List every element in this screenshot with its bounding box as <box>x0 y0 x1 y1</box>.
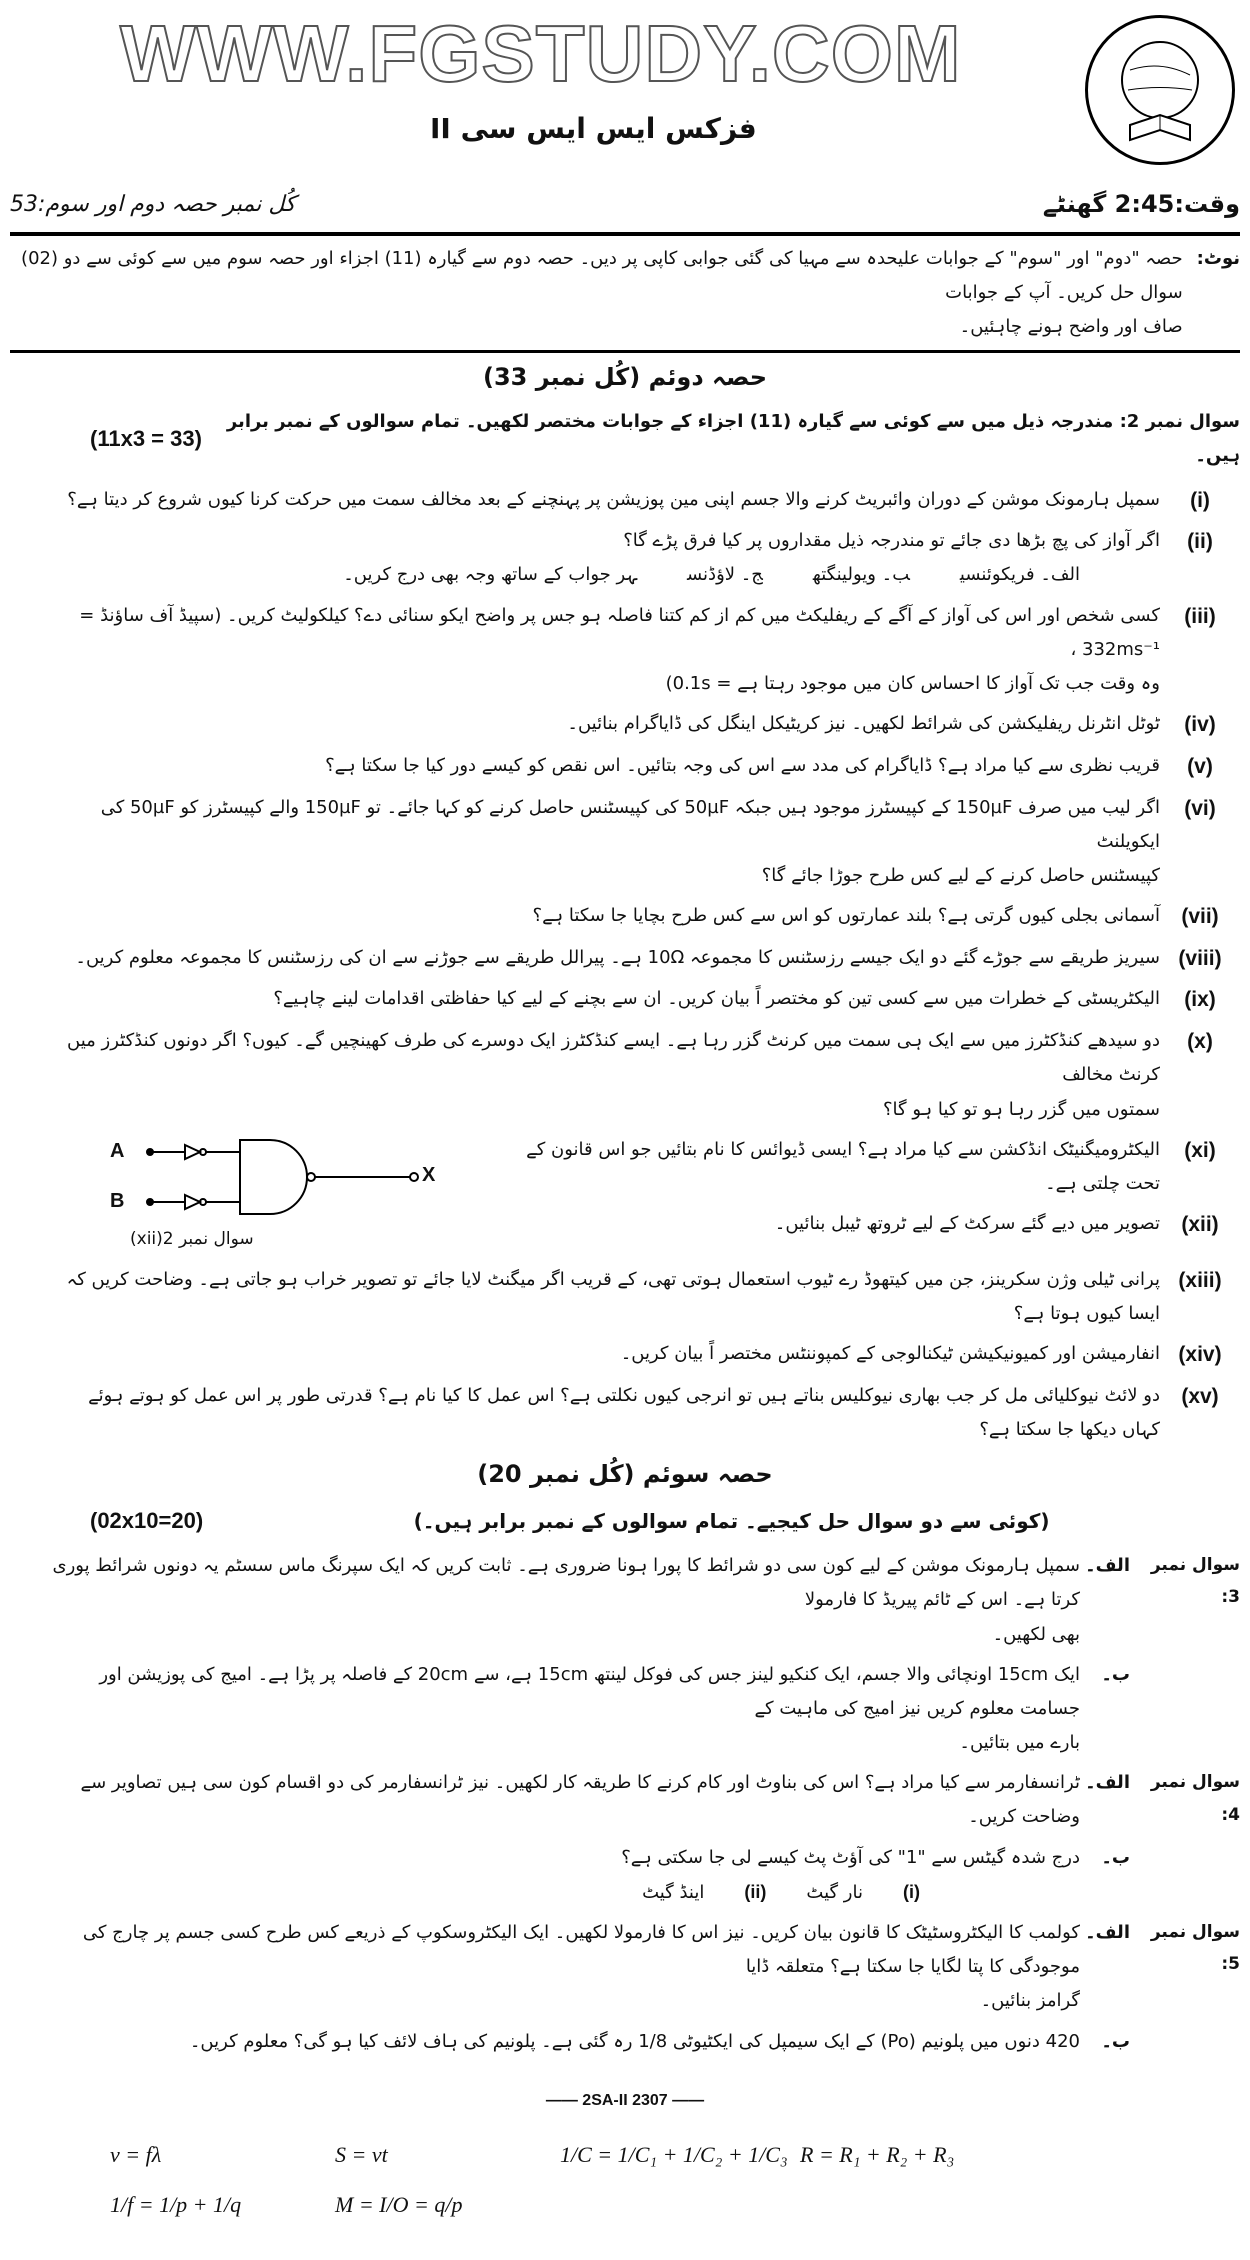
part-label: ب۔ <box>1101 2030 1130 2052</box>
section-2-marks: (11x3 = 33) <box>90 426 202 452</box>
formula-resistors-series: R = R₁ + R₂ + R₃ <box>800 2141 955 2167</box>
question-label: سوال نمبر 5: <box>1150 1922 1240 1975</box>
question-row <box>10 896 1240 938</box>
question-text: الیکٹریسٹی کے خطرات میں سے کسی تین کو مختصر اً بیان کریں۔ ان سے بچنے کے لیے کیا حفاظتی اقدامات لینے چاہیے؟ <box>273 988 1160 1010</box>
time-marks-row <box>10 178 1240 232</box>
question-text-block <box>10 1379 1160 1447</box>
part-text: بھی لکھیں۔ <box>992 1623 1080 1645</box>
section-3-title: حصہ سوئم (کُل نمبر 20) <box>477 1460 773 1489</box>
section-3-row <box>10 1546 1240 1655</box>
question-number: (viii) <box>1178 946 1222 970</box>
question-text: دو لائٹ نیوکلیائی مل کر جب بھاری نیوکلیس بناتے ہیں تو انرجی کیوں نکلتی ہے؟ اس عمل کا کیا نام ہے؟ قدرتی طور پر اس عمل کو ہوتے ہوئے کہاں دیکھا جا سکتا ہے؟ <box>88 1384 1160 1440</box>
option-note: ہر جواب کے ساتھ وجہ بھی درج کریں۔ <box>343 564 637 586</box>
section-3-row <box>10 1763 1240 1837</box>
question-number: (v) <box>1187 754 1213 778</box>
section-3-row <box>10 2022 1240 2062</box>
formula-capacitors-series: 1/C = 1/C₁ + 1/C₂ + 1/C₃ <box>560 2141 788 2167</box>
part-text: کولمب کا الیکٹروسٹیٹک کا قانون بیان کریں۔ نیز اس کا فارمولا لکھیں۔ ایک الیکٹروسکوپ کے ذریعے کس طرح کسی جسم پر چارج کی موجودگی کا پتا لگایا جا سکتا ہے؟ متعلقہ ڈایا <box>82 1922 1080 1978</box>
circuit-questions <box>470 1130 1240 1246</box>
question-number: (x) <box>1187 1030 1213 1054</box>
question-number: (i) <box>1190 488 1210 512</box>
question-text: الیکٹرومیگنیٹک انڈکشن سے کیا مراد ہے؟ ایسی ڈیوائس کا نام بتائیں جو اس قانون کے تحت چلتی ہے۔ <box>526 1138 1160 1194</box>
question-text: کسی شخص اور اس کی آواز کے آگے کے ریفلیکٹ میں کم از کم کتنا فاصلہ ہو جس پر واضح ایکو سنائی دے؟ کیلکولیٹ کریں۔ (سپیڈ آف ساؤنڈ = 332ms⁻¹ ، <box>79 604 1160 660</box>
part-text-block <box>10 1766 1080 1834</box>
question-row <box>10 979 1240 1021</box>
question-number: (ii) <box>1187 530 1213 554</box>
question-number: (xi) <box>1184 1138 1216 1162</box>
section-3-instruction: (کوئی سے دو سوال حل کیجیے۔ تمام سوالوں کے نمبر برابر ہیں۔) <box>413 1509 1050 1534</box>
formula-distance: S = vt <box>335 2141 388 2167</box>
question-number: (xv) <box>1181 1384 1219 1408</box>
question-row <box>10 1021 1240 1130</box>
question-text-block <box>10 524 1160 592</box>
question-text: تصویر میں دیے گئے سرکٹ کے لیے ٹروتھ ٹیبل بنائیں۔ <box>774 1213 1160 1235</box>
question-row <box>10 480 1240 522</box>
note-label: نوٹ: <box>1196 247 1240 269</box>
output-x-label: X <box>422 1163 436 1186</box>
option-loudness: ج۔ لاؤڈنس <box>686 564 763 586</box>
question-row <box>10 1376 1240 1450</box>
q2-ii-options <box>50 558 1160 592</box>
question-text: ٹوٹل انٹرنل ریفلیکشن کی شرائط لکھیں۔ نیز کریٹیکل اینگل کی ڈایاگرام بنائیں۔ <box>567 713 1160 735</box>
question-text-block <box>10 982 1160 1018</box>
question-number: (xii) <box>1181 1213 1219 1237</box>
question-number: (iii) <box>1184 604 1216 628</box>
gate-ii-num: (ii) <box>744 1881 767 1902</box>
question-text: اگر لیب میں صرف 150µF کے کپیسٹرز موجود ہیں جبکہ 50µF کی کپیسٹنس حاصل کرنے کو کہا جائے۔ تو 150µF والے کپیسٹرز کو 50µF کی ایکویلنٹ <box>100 796 1160 852</box>
subject-title: فزکس ایس ایس سی II <box>430 112 757 145</box>
part-text-block <box>10 1658 1080 1761</box>
question-row <box>10 938 1240 980</box>
question-2-list <box>10 480 1240 1130</box>
question-text-block <box>10 899 1160 935</box>
formula-lens: 1/f = 1/p + 1/q <box>110 2191 242 2217</box>
input-a-label: A <box>110 1139 125 1162</box>
part-label: الف۔ <box>1085 1555 1130 1577</box>
question-number: (vii) <box>1181 905 1219 929</box>
question-text-block <box>470 1207 1160 1243</box>
question-text: دو سیدھے کنڈکٹرز میں سے ایک ہی سمت میں کرنٹ گزر رہا ہے۔ ایسے کنڈکٹرز ایک دوسرے کی طرف کھینچیں گے۔ کیوں؟ اگر دونوں کنڈکٹرز میں کرنٹ مخالف <box>67 1030 1160 1086</box>
question-text-block <box>10 599 1160 702</box>
section-3-questions <box>10 1546 1240 2062</box>
part-text: درج شدہ گیٹس سے "1" کی آؤٹ پٹ کیسے لی جا سکتی ہے؟ <box>621 1846 1080 1868</box>
question-row <box>10 788 1240 897</box>
question-text: اگر آواز کی پچ بڑھا دی جائے تو مندرجہ ذیل مقداروں پر کیا فرق پڑے گا؟ <box>623 530 1160 552</box>
question-label <box>1130 1841 1240 1910</box>
q4-gates <box>40 1875 1080 1910</box>
paper-code: —— 2SA-II 2307 —— <box>545 2091 705 2109</box>
question-number: (xiv) <box>1178 1343 1222 1367</box>
section-3-instruction-row <box>10 1496 1240 1546</box>
gate-i-num: (i) <box>902 1881 920 1902</box>
question-text-block <box>470 1133 1160 1201</box>
question-row <box>10 596 1240 705</box>
logic-circuit <box>110 1130 470 1260</box>
note-line-1: حصہ "دوم" اور "سوم" کے جوابات علیحدہ سے مہیا کی گئی جوابی کاپی پر دیں۔ حصہ دوم سے گیارہ (11) اجزاء اور حصہ سوم میں سے کوئی سے دو (02) سوال حل کریں۔ آپ کے جوابات <box>21 247 1183 303</box>
time-allowed: وقت:2:45 گھنٹے <box>1042 190 1240 218</box>
question-text-block <box>10 1024 1160 1127</box>
part-label: الف۔ <box>1085 1922 1130 1944</box>
question-text-block <box>10 707 1160 743</box>
section-3-marks: (02x10=20) <box>90 1508 204 1534</box>
question-row <box>10 746 1240 788</box>
question-number: (ix) <box>1184 988 1216 1012</box>
question-label: سوال نمبر 4: <box>1150 1772 1240 1825</box>
note-block <box>10 236 1240 351</box>
part-text: 420 دنوں میں پلونیم (Po) کے ایک سیمپل کی ایکٹیوٹی 1/8 رہ گئی ہے۔ پلونیم کی ہاف لائف کیا ہو گی؟ معلوم کریں۔ <box>189 2030 1080 2052</box>
part-text-block <box>10 2025 1080 2059</box>
globe-book-icon <box>1100 30 1220 150</box>
circuit-caption: سوال نمبر 2(xii) <box>130 1228 254 1249</box>
input-b-label: B <box>110 1189 125 1212</box>
gate-nor: نار گیٹ <box>806 1881 863 1903</box>
section-2-title: حصہ دوئم (کُل نمبر 33) <box>482 363 768 392</box>
question-number: (vi) <box>1184 796 1216 820</box>
question-row <box>10 521 1240 595</box>
option-frequency: الف۔ فریکوئنسی <box>959 564 1080 586</box>
part-text: ایک 15cm اونچائی والا جسم، ایک کنکیو لینز جس کی فوکل لینتھ 15cm ہے، سے 20cm کے فاصلہ پر پڑا ہے۔ امیج کی پوزیشن اور جسامت معلوم کریں نیز امیج کی ماہیت کے <box>99 1663 1080 1719</box>
question-text: انفارمیشن اور کمیونیکیشن ٹیکنالوجی کے کمپوننٹس مختصر اً بیان کریں۔ <box>620 1343 1160 1365</box>
question-text-block <box>10 483 1160 519</box>
q2-instruction: سوال نمبر 2: مندرجہ ذیل میں سے کوئی سے گیارہ (11) اجزاء کے جوابات مختصر لکھیں۔ تمام سوالوں کے نمبر برابر ہیں۔ <box>226 411 1240 467</box>
board-logo <box>1085 15 1235 165</box>
total-marks: کُل نمبر حصہ دوم اور سوم:53 <box>10 191 296 217</box>
formula-wave-speed: v = fλ <box>110 2141 162 2167</box>
question-text: سمپل ہارمونک موشن کے دوران وائبریٹ کرنے والا جسم اپنی مین پوزیشن پر پہنچنے کے بعد مخالف سمت میں حرکت کرنا کیوں شروع کر دیتا ہے؟ <box>67 488 1160 510</box>
part-label: ب۔ <box>1101 1663 1130 1685</box>
question-text-block <box>10 749 1160 785</box>
question-row <box>470 1130 1240 1204</box>
section-3-row <box>10 1913 1240 2022</box>
part-label: الف۔ <box>1085 1772 1130 1794</box>
gate-and: اینڈ گیٹ <box>642 1881 705 1903</box>
question-text: سیریز طریقے سے جوڑے گئے دو ایک جیسے رزسٹنس کا مجموعہ 10Ω ہے۔ پیرالل طریقے سے جوڑنے سے ان کی رزسٹنس کا مجموعہ معلوم کریں۔ <box>75 946 1160 968</box>
logic-circuit-diagram <box>130 1130 450 1230</box>
question-label: سوال نمبر 3: <box>1150 1555 1240 1608</box>
part-text-block <box>10 1549 1080 1652</box>
part-label: ب۔ <box>1101 1846 1130 1868</box>
page-header <box>10 0 1240 178</box>
watermark-header: WWW.FGSTUDY.COM <box>120 9 962 98</box>
question-text-block <box>10 941 1160 977</box>
q2-instruction-row <box>10 399 1240 479</box>
question-text-block <box>10 1263 1160 1331</box>
option-wavelength: ب۔ ویولینگتھ <box>812 564 910 586</box>
question-2-list-rest <box>10 1260 1240 1450</box>
question-row <box>10 704 1240 746</box>
question-text-block <box>10 1337 1160 1373</box>
note-line-2: صاف اور واضح ہونے چاہئیں۔ <box>959 315 1183 337</box>
question-number: (iv) <box>1184 713 1216 737</box>
question-text: وہ وقت جب تک آواز کا احساس کان میں موجود رہتا ہے = 0.1s) <box>665 672 1160 694</box>
formula-magnification: M = I/O = q/p <box>335 2191 463 2217</box>
question-row <box>470 1204 1240 1246</box>
question-number: (xiii) <box>1178 1268 1222 1292</box>
part-text: ٹرانسفارمر سے کیا مراد ہے؟ اس کی بناوٹ اور کام کرنے کا طریقہ کار لکھیں۔ نیز ٹرانسفارمر کی دو اقسام کون سی ہیں تصاویر سے وضاحت کریں۔ <box>80 1772 1080 1828</box>
question-text: آسمانی بجلی کیوں گرتی ہے؟ بلند عمارتوں کو اس سے کس طرح بچایا جا سکتا ہے؟ <box>532 905 1160 927</box>
part-text: بارے میں بتائیں۔ <box>959 1732 1080 1754</box>
section-3-row <box>10 1838 1240 1913</box>
question-label <box>1130 1658 1240 1761</box>
formula-row-1 <box>10 2130 1240 2180</box>
part-text: سمپل ہارمونک موشن کے لیے کون سی دو شرائط کا پورا ہونا ضروری ہے۔ ثابت کریں کہ ایک سپرنگ ماس سسٹم یہ دونوں شرائط پوری کرتا ہے۔ اس کے ٹائم پیریڈ کا فارمولا <box>52 1555 1080 1611</box>
part-text: گرامز بنائیں۔ <box>980 1990 1080 2012</box>
formula-row-2 <box>10 2180 1240 2230</box>
circuit-question-group <box>10 1130 1240 1260</box>
question-text: پرانی ٹیلی وژن سکرینز، جن میں کیتھوڈ رے ٹیوب استعمال ہوتی تھی، کے قریب اگر میگنٹ لایا جائے تو تصویر خراب ہو جاتی ہے۔ وضاحت کریں کہ ایسا کیوں ہوتا ہے؟ <box>66 1268 1160 1324</box>
part-text-block <box>10 1916 1080 2019</box>
question-text: کپیسٹنس حاصل کرنے کے لیے کس طرح جوڑا جائے گا؟ <box>761 864 1160 886</box>
question-text: قریب نظری سے کیا مراد ہے؟ ڈایاگرام کی مدد سے اس کی وجہ بتائیں۔ اس نقص کو کیسے دور کیا جا سکتا ہے؟ <box>325 754 1160 776</box>
question-row <box>10 1334 1240 1376</box>
section-3-row <box>10 1655 1240 1764</box>
part-text-block <box>10 1841 1080 1910</box>
question-text: سمتوں میں گزر رہا ہو تو کیا ہو گا؟ <box>883 1098 1160 1120</box>
question-row <box>10 1260 1240 1334</box>
question-text-block <box>10 791 1160 894</box>
question-label <box>1130 2025 1240 2059</box>
